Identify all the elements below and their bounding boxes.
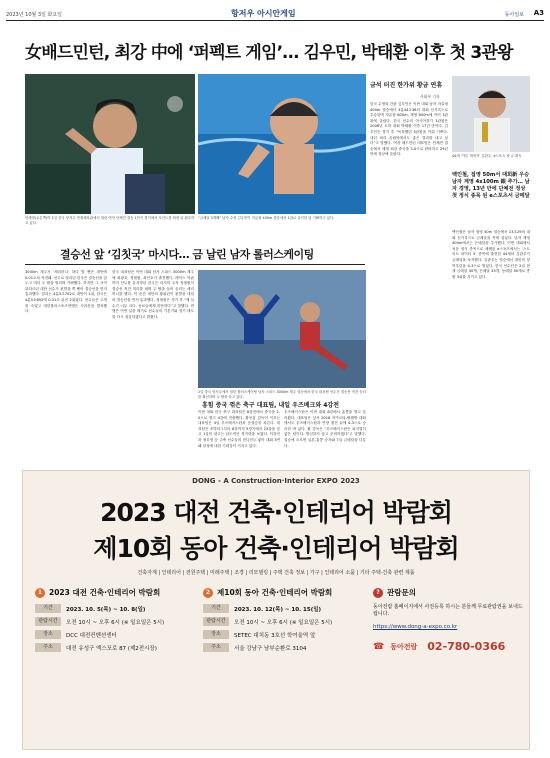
venue-label: 장소 <box>203 630 229 639</box>
roller-body-col1: 3000m 계주서 ‘세리머니’ 하다 발 뻗은 대만에 0.01초차 역전패. 선두로 달리던 한국은 결승선을 앞두고 미리 두 팔을 벌리며 기뻐했다. 하지만 그 사이 뒤따르던 대만 선수가 왼발을 쭉 뻗어 결승선을 먼저 통과했다. 결과는 4분5초702로 대만이 1위, 한국은 4분5초692에 0.01초 뒤진 2위였다. 선수들은 고개를 숙였고 대한롤러스포츠연맹은 사과문을 발표했다. <box>25 270 107 314</box>
swimmer-photo-image <box>198 74 366 214</box>
roller-caption: 2일 중국 항저우에서 열린 롤러스케이팅 남자 스피드 3000m 계주 결승에서 한국 대표팀 선수가 결승선 직전 승리를 확신하며 두 팔을 들고 있다. <box>198 390 366 399</box>
hours-label: 관람시간 <box>35 617 61 626</box>
org-logo: 동아전람 <box>390 642 418 651</box>
sidebar-body: 한국 수영의 간판 김우민은 이번 대회 남자 자유형 400m 결승에서 3분44초36의 대회 신기록으로 우승하며 자유형 800m, 계영 800m에 이어 3관왕에 올랐다. 한국 선수의 아시아경기 3관왕은 2006년 도하 대회 박태환 이후 17년 만이다. 김우민은 경기 후 “목표했던 3관왕을 이뤄 기쁘다. 내년 파리 올림픽에서도 좋은 결과를 내고 싶다”고 말했다. 여자 배드민턴 대표팀은 단체전 결승에서 세계 최강 중국을 3-0으로 완파하고 29년 만에 정상에 올랐다. <box>370 102 448 157</box>
period-label: 기간 <box>35 604 61 613</box>
roller-photo <box>198 270 366 388</box>
card-number: 2 <box>203 588 213 598</box>
section-divider <box>25 264 365 265</box>
publisher: 동아일보 <box>504 12 524 18</box>
sidebar-highlight: 백인철, 접영 50m서 대회新 우승 남자 계영 4x100m 銀 추가… 남자 경영, 13년 만에 단체전 정상 첫 정식 종목 된 e스포츠서 금메달 <box>452 172 530 199</box>
football-body-col1: 이번 대회 한국 축구 대표팀은 8강전에서 중국을 2-0으로 꺾고 4강에 진출했다. 황선홍 감독이 이끄는 대표팀은 4일 우즈베키스탄과 준결승을 치른다. 대표팀은 조별리그부터 8강까지 5경기에서 23골을 넣고 1골만 내주는 압도적인 경기력을 보였다. 이강인과 정우영 등 주축 선수들의 컨디션도 좋아 대회 3연패 달성에 대한 기대감이 커지고 있다. <box>198 410 280 448</box>
ad-title-1: 2023 대전 건축·인테리어 박람회 <box>100 498 452 527</box>
roller-body-col2: 한국 대표팀은 이번 대회 남자 스피드 3000m 계주에 최광호, 정철원, 최인호가 출전했다. 레이스 막판까지 선두를 유지하던 한국은 마지막 주자 정철원이 결승선 직전 허리를 펴며 두 팔을 들어 올리는 세리머니를 했다. 이 순간 대만의 황위린이 왼발을 내밀어 결승선을 먼저 통과했다. 정철원은 경기 후 “제 실수가 너무 크다. 동료들에게 미안하다”고 말했다. 연맹은 이번 일을 계기로 선수들의 기본기와 경기 태도를 다시 점검하겠다고 밝혔다. <box>112 270 194 319</box>
sidebar-body-2: 백인철은 남자 접영 50m 결승에서 23초29의 대회 신기록으로 금메달을 목에 걸었다. 남자 계영 400m에서는 은메달을 추가했다. 이번 대회에서 처음 정식 종목으로 채택된 e스포츠에서는 ‘스트리트 파이터 5’ 종목에 출전한 44세의 김관우가 금메달을 차지했다. 김관우는 결승에서 대만의 샹여우린을 4-3으로 꺾었다. 한국 선수단은 2일 현재 금메달 30개, 은메달 35개, 동메달 50개로 종합 3위를 지키고 있다. <box>452 230 530 279</box>
football-body-col2: 우즈베키스탄은 이번 대회 8강에서 홍콩을 꺾고 올라왔다. 대표팀은 앞서 2018 자카르타-팔렘방 대회에서도 우즈베키스탄과 연장 접전 끝에 4-3으로 승리한 바 있다. 황 감독은 “우즈베키스탄은 피지컬이 좋은 팀이다. 방심하지 않고 준비하겠다”고 말했다. 결승에 오르면 일본-홍콩 승자와 7일 금메달을 다툰다. <box>284 410 366 448</box>
card-number: 1 <box>35 588 45 598</box>
esports-photo <box>452 76 530 152</box>
ad-card-dong-a <box>203 587 363 735</box>
roller-headline: 결승선 앞 ‘김칫국’ 마시다… 금 날린 남자 롤러스케이팅 <box>60 248 314 261</box>
venue-label: 장소 <box>35 630 61 639</box>
phone-icon: ☎ <box>373 641 385 652</box>
sidebar-byline: 사회부 기자 <box>420 94 440 99</box>
hours-label: 관람시간 <box>203 617 229 626</box>
sidebar-title: 금석 터진 한가위 황금 연휴 <box>370 82 443 89</box>
swimmer-photo <box>198 74 366 214</box>
page-header <box>6 3 544 21</box>
swimmer-caption: “금메달 3개째” 남자 수영 김우민이 자유형 400m 결승에서 1위로 골인한 뒤 기뻐하고 있다. <box>198 216 335 220</box>
header-date: 2023년 10월 3일 화요일 <box>6 12 63 18</box>
esports-caption: 44세 ‘카투 개척자’ 김관우, e스포츠 첫 금 획득 <box>452 154 522 158</box>
card-title: 2023 대전 건축·인테리어 박람회 <box>49 588 161 597</box>
inquiry-title: 관람문의 <box>387 588 416 597</box>
inquiry-url[interactable]: https://www.dong-a-expo.co.kr <box>373 624 458 630</box>
address-value: 대전 유성구 엑스포로 87 (제2전시장) <box>66 645 157 652</box>
venue-value: DCC 대전컨벤션센터 <box>66 632 117 639</box>
expo-advertisement[interactable] <box>22 470 530 750</box>
ad-categories: 건축자재 | 인테리어 | 전원주택 | 미래주택 | 조경 | 리모델링 | 주택 건축 정보 | 가구 | 인테리어 소품 | 기타 주택·건축 관련 제품 <box>137 570 415 576</box>
ad-card-inquiry <box>373 587 523 735</box>
info-icon: ? <box>373 588 383 598</box>
badminton-photo <box>25 74 195 214</box>
inquiry-text: 동아전람 홈페이지에서 사전등록 하시는 분들께 무료관람권을 보내드립니다. <box>373 604 523 617</box>
period-label: 기간 <box>203 604 229 613</box>
esports-photo-image <box>452 76 530 152</box>
address-label: 주소 <box>35 643 61 652</box>
badminton-photo-image <box>25 74 195 214</box>
card-title: 제10회 동아 건축·인테리어 박람회 <box>217 588 333 597</box>
address-label: 주소 <box>203 643 229 652</box>
main-headline: 女배드민턴, 최강 中에 ‘퍼펙트 게임’… 김우민, 박태환 이후 첫 3관왕 <box>25 43 513 63</box>
venue-value: SETEC 대치동 3호선 학여울역 앞 <box>234 632 316 639</box>
hours-value: 오전 10시 ~ 오후 6시 (※ 일요일은 5시) <box>66 619 165 626</box>
ad-banner: DONG - A Construction·Interior EXPO 2023 <box>192 477 360 485</box>
ad-card-daejeon <box>35 587 195 735</box>
roller-photo-image <box>198 270 366 388</box>
badminton-caption: 안세영(오른쪽)이 1일 중국 항저우 빈장체육관에서 열린 여자 단체전 결승 1단식 경기에서 포인트를 따낸 뒤 환호하고 있다. <box>25 216 195 225</box>
section-title: 항저우 아시안게임 <box>231 9 296 18</box>
period-value: 2023. 10. 12(목) ~ 10. 15(일) <box>234 606 322 613</box>
phone-number[interactable]: 02-780-0366 <box>427 640 506 653</box>
period-value: 2023. 10. 5(목) ~ 10. 8(일) <box>66 606 146 613</box>
page-number: A3 <box>533 9 544 17</box>
football-headline: 흥힘 증국 꺾은 축구 대표팀, 내일 우즈베크와 4강전 <box>202 402 339 409</box>
ad-title-2: 제10회 동아 건축·인테리어 박람회 <box>93 534 459 563</box>
address-value: 서울 강남구 남부순환로 3104 <box>234 645 307 652</box>
hours-value: 오전 10시 ~ 오후 6시 (※ 일요일은 5시) <box>234 619 333 626</box>
